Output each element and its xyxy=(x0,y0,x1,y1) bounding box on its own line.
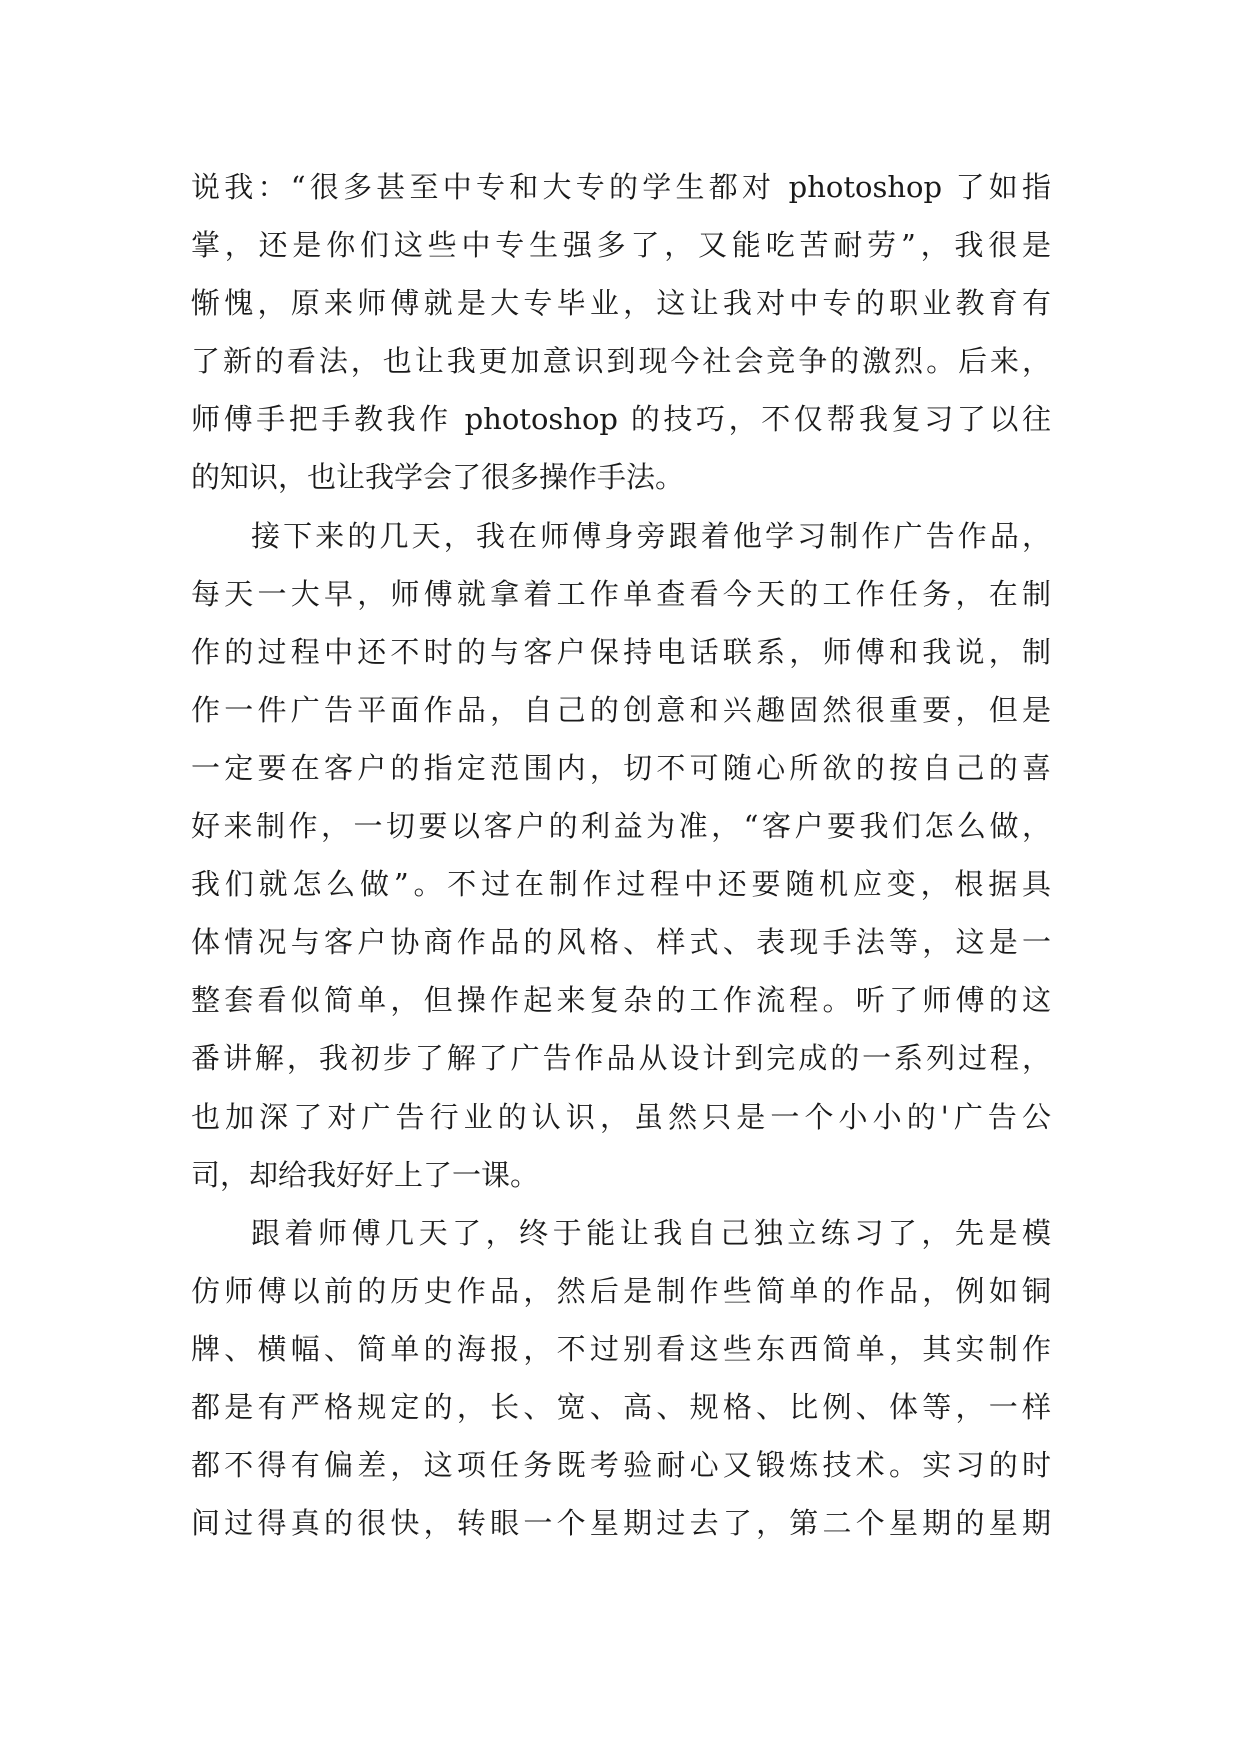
text-line: 说我：“很多甚至中专和大专的学生都对 photoshop 了如指 xyxy=(191,170,1051,204)
paragraph-first-line: 跟着师傅几天了，终于能让我自己独立练习了，先是模 xyxy=(251,1215,1051,1250)
text-line: 每天一大早，师傅就拿着工作单查看今天的工作任务，在制 xyxy=(191,576,1051,611)
body-text xyxy=(191,158,1051,1552)
text-line: 惭愧，原来师傅就是大专毕业，这让我对中专的职业教育有 xyxy=(191,286,1051,321)
text-line: 我们就怎么做”。不过在制作过程中还要随机应变，根据具 xyxy=(191,867,1051,902)
text-line: 都是有严格规定的，长、宽、高、规格、比例、体等，一样 xyxy=(191,1389,1051,1424)
text-line: 好来制作，一切要以客户的利益为准，“客户要我们怎么做， xyxy=(191,809,1051,844)
text-line: 整套看似简单，但操作起来复杂的工作流程。听了师傅的这 xyxy=(191,983,1051,1018)
text-line: 司，却给我好好上了一课。 xyxy=(191,1157,540,1192)
text-line: 间过得真的很快，转眼一个星期过去了，第二个星期的星期 xyxy=(191,1506,1051,1541)
text-line: 的知识，也让我学会了很多操作手法。 xyxy=(191,460,685,495)
text-line: 作的过程中还不时的与客户保持电话联系，师傅和我说，制 xyxy=(191,634,1051,669)
text-line: 掌，还是你们这些中专生强多了，又能吃苦耐劳”，我很是 xyxy=(191,228,1051,263)
text-line: 了新的看法，也让我更加意识到现今社会竞争的激烈。后来， xyxy=(191,344,1051,379)
text-line: 师傅手把手教我作 photoshop 的技巧，不仅帮我复习了以往 xyxy=(191,402,1051,437)
text-line: 牌、横幅、简单的海报，不过别看这些东西简单，其实制作 xyxy=(191,1331,1051,1366)
text-line: 体情况与客户协商作品的风格、样式、表现手法等，这是一 xyxy=(191,925,1051,960)
text-line: 一定要在客户的指定范围内，切不可随心所欲的按自己的喜 xyxy=(191,750,1051,785)
text-line: 番讲解，我初步了解了广告作品从设计到完成的一系列过程， xyxy=(191,1041,1051,1076)
text-line: 都不得有偏差，这项任务既考验耐心又锻炼技术。实习的时 xyxy=(191,1448,1051,1483)
paragraph-first-line: 接下来的几天，我在师傅身旁跟着他学习制作广告作品， xyxy=(251,518,1051,553)
text-line: 作一件广告平面作品，自己的创意和兴趣固然很重要，但是 xyxy=(191,692,1051,727)
text-line: 也加深了对广告行业的认识，虽然只是一个小小的'广告公 xyxy=(191,1099,1051,1134)
text-line: 仿师傅以前的历史作品，然后是制作些简单的作品，例如铜 xyxy=(191,1273,1051,1308)
